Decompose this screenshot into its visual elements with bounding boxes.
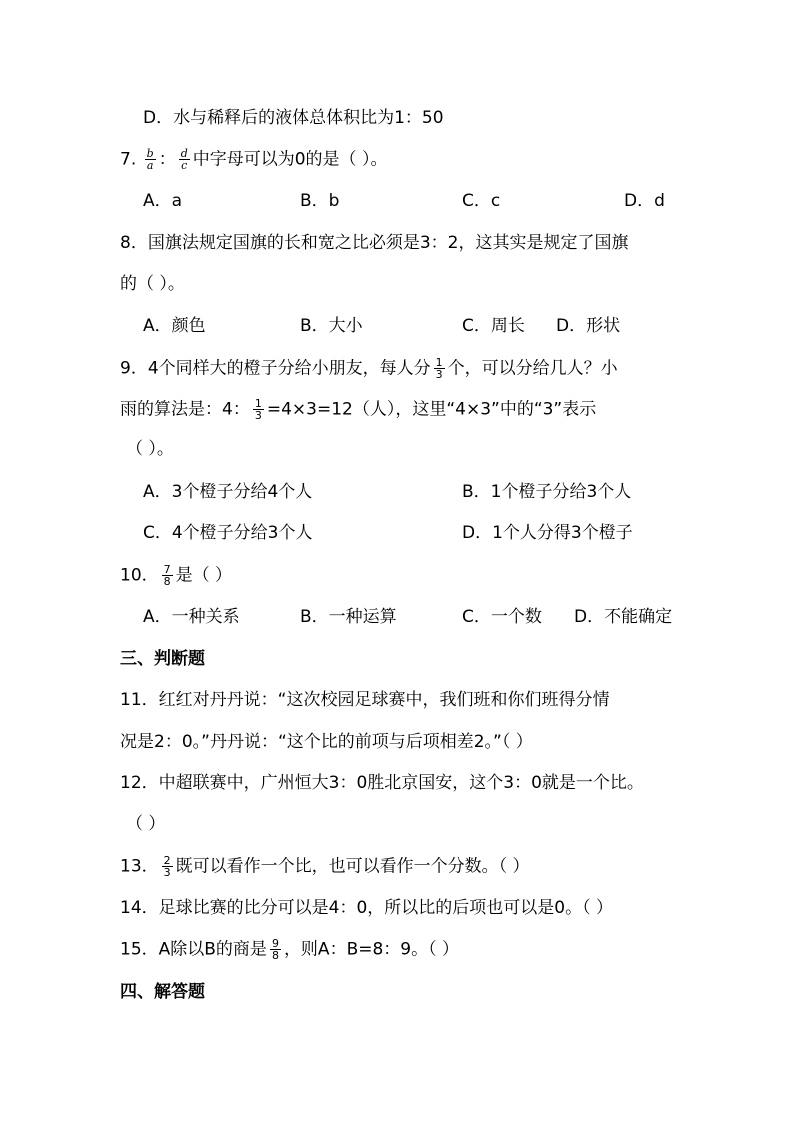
- q10-option-d: D．不能确定: [574, 607, 673, 627]
- q8-option-b: B．大小: [300, 316, 363, 336]
- q13-number: 13．: [120, 856, 159, 877]
- question-15: [120, 938, 459, 961]
- q6-option-d: D．水与稀释后的液体总体积比为1：50: [143, 108, 444, 128]
- q9-line-1: [120, 357, 618, 380]
- q8-option-d: D．形状: [556, 316, 621, 336]
- section-4-heading: 四、解答题: [120, 982, 205, 1002]
- q15-fraction-nine-eighths: $\frac{9}{8}$: [271, 937, 279, 962]
- question-13: [120, 855, 530, 878]
- q7-fraction-b-over-a: $\frac{b}{a}$: [146, 147, 154, 172]
- q7-colon: ：: [158, 149, 176, 170]
- q9-line-1-post: 个，可以分给几人？小: [447, 358, 618, 379]
- q7-option-a: A．a: [143, 191, 183, 211]
- question-7: [120, 148, 387, 171]
- section-3-heading: 三、判断题: [120, 649, 205, 669]
- q10-text: 是（ ）: [175, 565, 233, 586]
- q7-option-d: D．d: [624, 191, 665, 211]
- q10-number: 10．: [120, 565, 159, 586]
- q9-line-2-post: =4×3=12（人），这里“4×3”中的“3”表示: [266, 399, 597, 420]
- q9-option-a: A．3个橙子分给4个人: [143, 482, 313, 502]
- q7-option-c: C．c: [462, 191, 501, 211]
- q13-text: 既可以看作一个比，也可以看作一个分数。（ ）: [175, 856, 530, 877]
- q12-line-2: （ ）: [126, 814, 166, 834]
- q8-option-c: C．周长: [462, 316, 525, 336]
- q7-text: 中字母可以为0的是（ ）。: [192, 149, 388, 170]
- q9-option-c: C．4个橙子分给3个人: [143, 523, 313, 543]
- question-10: [120, 564, 232, 587]
- q9-option-b: B．1个橙子分给3个人: [462, 482, 632, 502]
- q11-line-2: 况是2：0。”丹丹说：“这个比的前项与后项相差2。”（ ）: [120, 732, 533, 752]
- q13-fraction-two-thirds: $\frac{2}{3}$: [163, 854, 171, 879]
- q10-option-b: B．一种运算: [300, 607, 397, 627]
- q7-fraction-d-over-c: $\frac{d}{c}$: [180, 147, 188, 172]
- q14-line-1: 14．足球比赛的比分可以是4：0，所以比的后项也可以是0。（ ）: [120, 898, 613, 918]
- q10-fraction-seven-eighths: $\frac{7}{8}$: [163, 563, 171, 588]
- q9-option-d: D．1个人分得3个橙子: [462, 523, 633, 543]
- q10-option-c: C．一个数: [462, 607, 542, 627]
- q8-line-1: 8．国旗法规定国旗的长和宽之比必须是3：2，这其实是规定了国旗: [120, 233, 629, 253]
- q15-post: ，则A：B=8：9。（ ）: [283, 939, 460, 960]
- q8-option-a: A．颜色: [143, 316, 206, 336]
- q11-line-1: 11．红红对丹丹说：“这次校园足球赛中，我们班和你们班得分情: [120, 690, 610, 710]
- q12-line-1: 12．中超联赛中，广州恒大3：0胜北京国安，这个3：0就是一个比。: [120, 773, 644, 793]
- q7-option-b: B．b: [300, 191, 340, 211]
- q9-line-2: [120, 398, 596, 421]
- q9-line-2-pre: 雨的算法是：4：: [120, 399, 250, 420]
- q8-line-2: 的（ ）。: [120, 274, 185, 294]
- q9-line-1-pre: 9．4个同样大的橙子分给小朋友，每人分: [120, 358, 431, 379]
- q7-number: 7.: [120, 149, 137, 170]
- q10-option-a: A．一种关系: [143, 607, 240, 627]
- q9-line-3: （ ）。: [126, 439, 174, 459]
- q9-fraction-one-third: $\frac{1}{3}$: [435, 356, 443, 381]
- q15-pre: 15．A除以B的商是: [120, 939, 267, 960]
- q9-fraction-one-third-2: $\frac{1}{3}$: [254, 397, 262, 422]
